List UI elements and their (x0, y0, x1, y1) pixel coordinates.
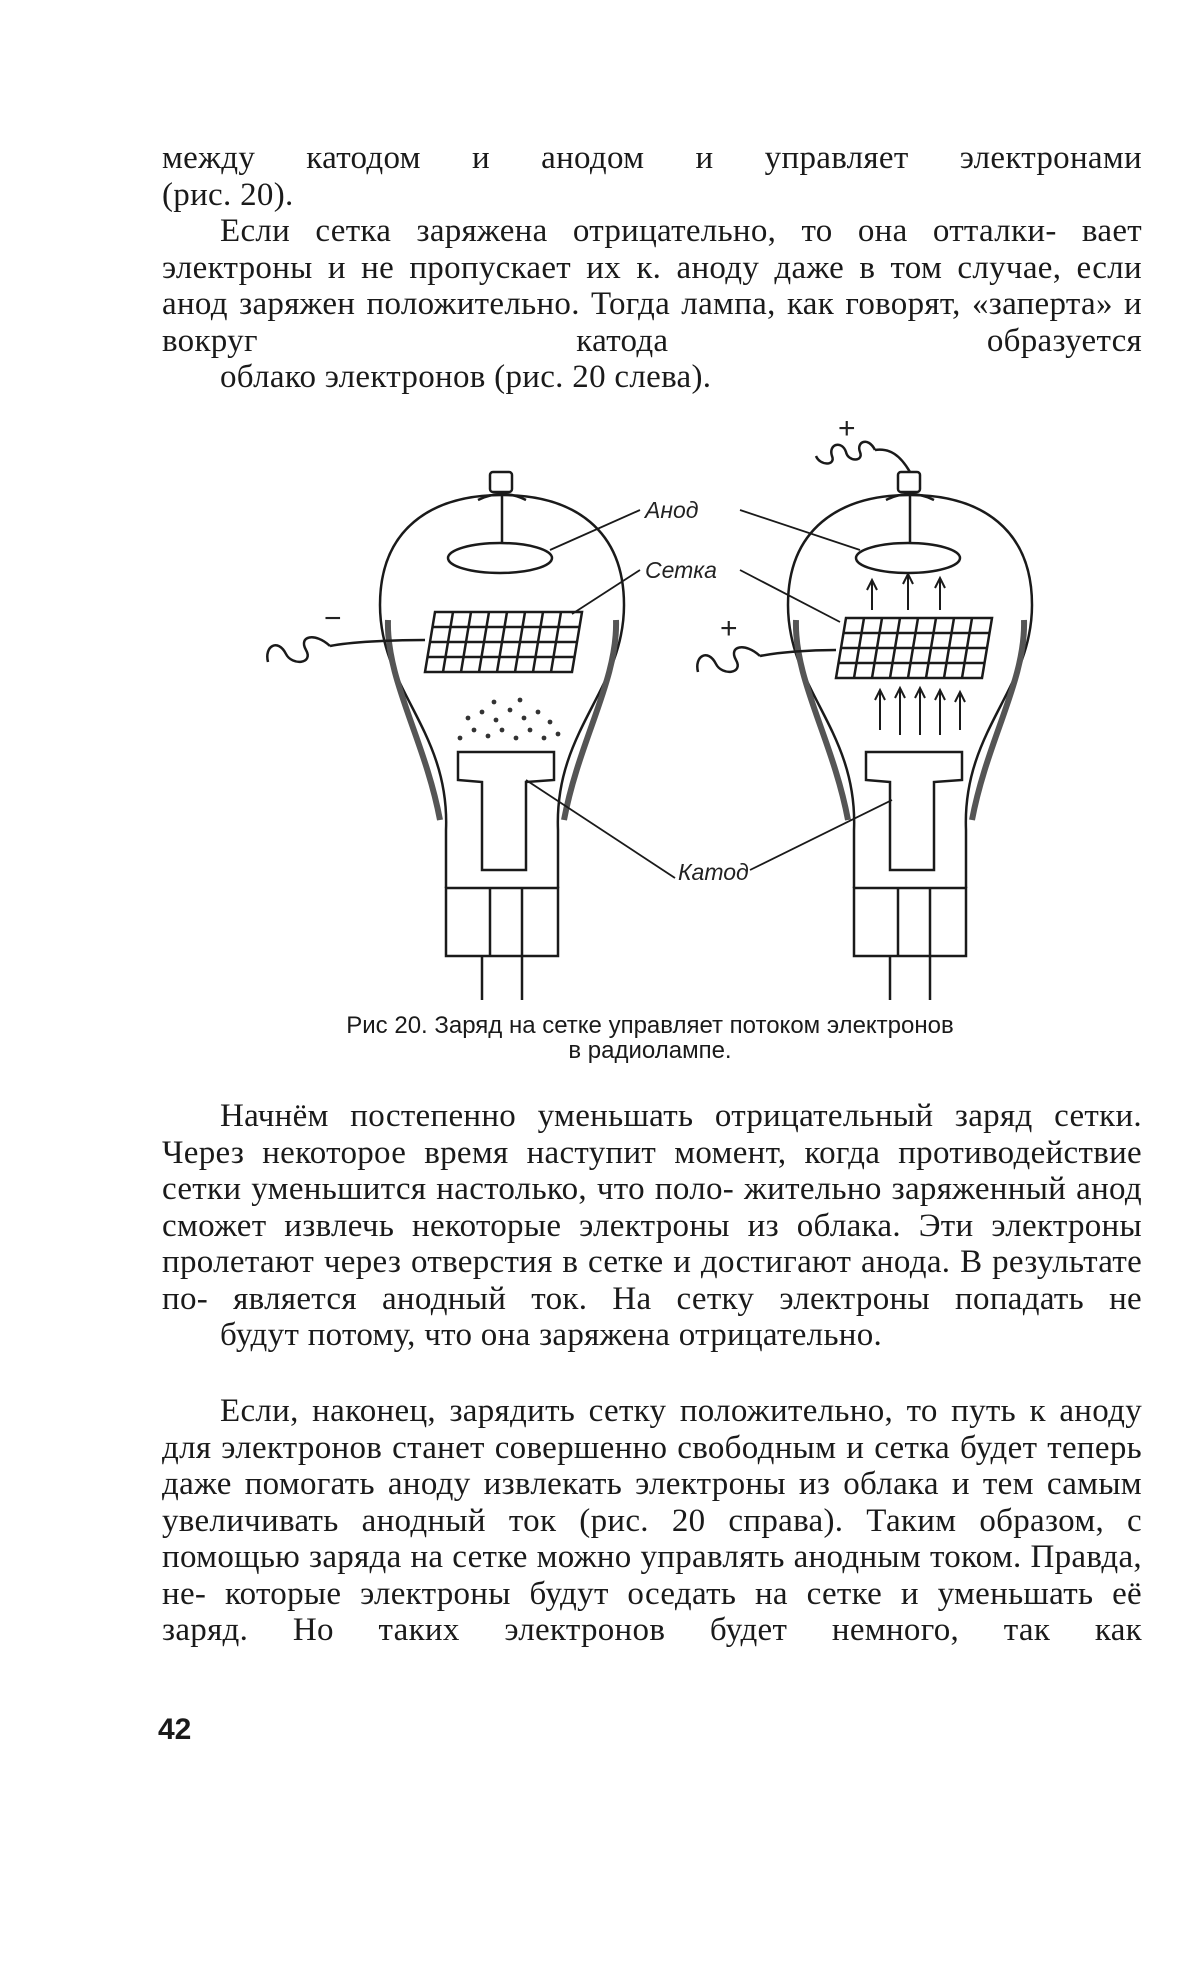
figure-caption (180, 1013, 1120, 1063)
label-cathode: Катод (678, 859, 749, 885)
text-line: (рис. 20). (162, 177, 1142, 214)
text-line: Начнём постепенно уменьшать отрицательный заряд (220, 1098, 1033, 1134)
left-grid (425, 612, 582, 672)
text-line: жительно заряженный анод сможет извлечь некоторые (162, 1171, 1142, 1244)
text-line: является анодный ток. На сетку электроны попадать не (233, 1281, 1142, 1317)
caption-line: в радиолампе. (180, 1038, 1120, 1063)
text-line: между катодом и анодом и управляет электронами (162, 140, 1142, 176)
minus-sign: − (324, 602, 342, 635)
text-line: и сетка будет теперь даже помогать аноду извлекать (162, 1430, 1142, 1503)
label-anode: Анод (643, 497, 699, 523)
plus-sign-grid: + (720, 612, 738, 645)
right-grid (836, 618, 992, 678)
plus-sign-anode: + (838, 412, 856, 445)
paragraph-grid-positive (162, 1393, 1142, 1649)
text-line: отверстия в сетке и достигают анода. В результате по- (162, 1244, 1142, 1317)
text-line: которые электроны будут оседать на сетке и уменьшать (225, 1576, 1093, 1612)
text-line: к аноду для электронов станет совершенно свободным (162, 1393, 1142, 1466)
text-line: вает электроны и не пропускает их к. аноду даже в том (162, 213, 1142, 286)
caption-line: Рис 20. Заряд на сетке управляет потоком электронов (180, 1013, 1120, 1038)
left-tube (267, 472, 624, 1000)
text-line: случае, если анод заряжен положительно. Тогда лампа, (162, 250, 1142, 323)
text-line: ток (рис. 20 справа). Таким образом, с помощью заряда (162, 1503, 1142, 1576)
label-grid: Сетка (645, 557, 717, 583)
electron-cloud (458, 698, 561, 741)
right-tube (697, 442, 1032, 1000)
text-line: электроны из облака. Эти электроны пролетают через (162, 1208, 1142, 1281)
text-line: будут потому, что она заряжена отрицательно. (162, 1317, 1142, 1354)
text-line: Если, наконец, зарядить сетку положительно, то путь (220, 1393, 1016, 1429)
paragraph-grid-negative (162, 213, 1142, 396)
text-line: электроны из облака и тем самым увеличивать анодный (162, 1466, 1142, 1539)
paragraph-continuation (162, 140, 1142, 213)
text-line: на сетке можно управлять анодным током. Правда, не- (162, 1539, 1142, 1612)
text-line: как говорят, «заперта» и вокруг катода образуется (162, 286, 1142, 359)
text-line: её заряд. Но таких электронов будет немного, так как (162, 1576, 1142, 1649)
vacuum-tube-figure (220, 400, 1120, 1000)
text-line: облако электронов (рис. 20 слева). (162, 359, 1142, 396)
text-line: Если сетка заряжена отрицательно, то она отталки- (220, 213, 1057, 249)
text-line: сетки. Через некоторое время наступит момент, когда (162, 1098, 1142, 1171)
paragraph-reduce-charge (162, 1098, 1142, 1354)
page-number: 42 (158, 1713, 191, 1747)
electron-flow-arrows (867, 574, 965, 735)
text-line: противодействие сетки уменьшится настолько, что поло- (162, 1135, 1142, 1208)
